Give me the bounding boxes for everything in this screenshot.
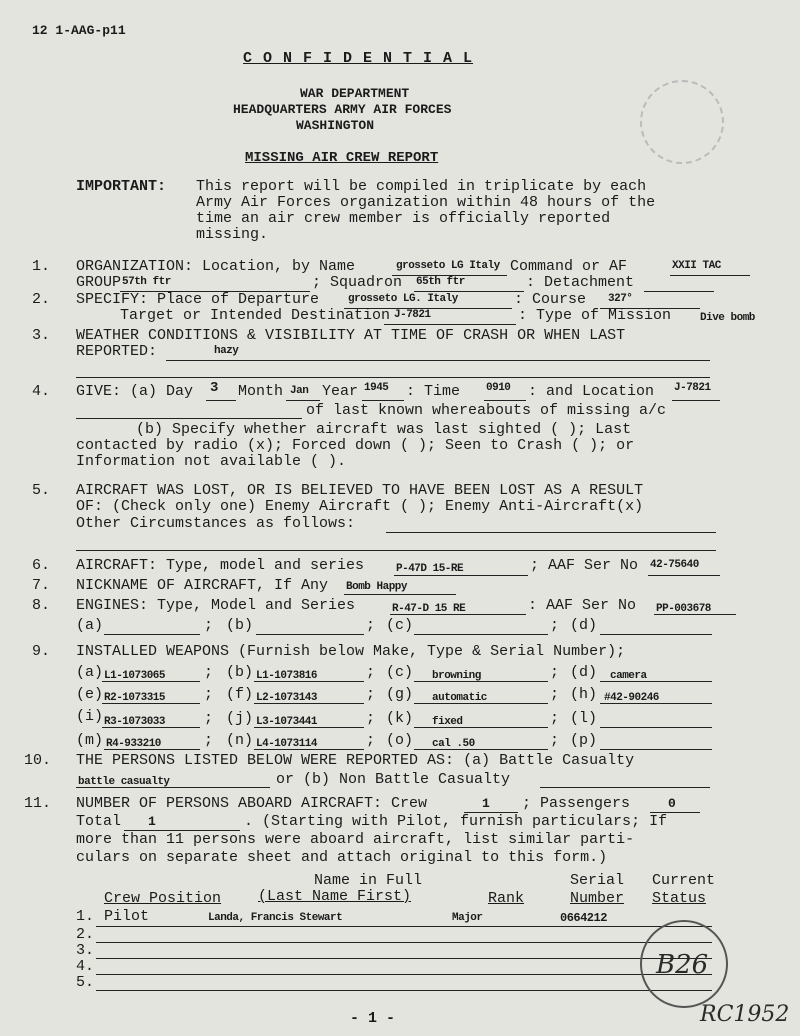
section-8-label: : AAF Ser No	[528, 597, 637, 614]
mission-value: Dive bomb	[700, 312, 755, 324]
engine-d-label: (d)	[570, 617, 598, 634]
weapon-value: automatic	[432, 692, 487, 704]
engine-b-label: (b)	[226, 617, 254, 634]
section-4-label: : Time	[406, 383, 461, 400]
crew-row-number: 5.	[76, 974, 95, 991]
weapon-label: (f)	[226, 686, 254, 703]
engine-serial-value: PP-003678	[656, 603, 711, 615]
section-4-label: : and Location	[528, 383, 655, 400]
section-number: 2.	[32, 291, 51, 308]
col-header-rank: Rank	[488, 890, 525, 907]
engine-type-value: R-47-D 15 RE	[392, 603, 466, 615]
weapon-value: cal .50	[432, 738, 475, 750]
year-value: 1945	[364, 382, 389, 394]
section-3-label: WEATHER CONDITIONS & VISIBILITY AT TIME OF CRASH OR WHEN LAST	[76, 327, 626, 344]
section-number: 3.	[32, 327, 51, 344]
section-7-label: NICKNAME OF AIRCRAFT, If Any	[76, 577, 329, 594]
section-4-label: contacted by radio (x); Forced down ( ); Seen to Crash ( ); or	[76, 437, 635, 454]
important-text: missing.	[196, 226, 269, 243]
section-10-label: THE PERSONS LISTED BELOW WERE REPORTED AS: (a) Battle Casualty	[76, 752, 635, 769]
section-2-label: : Type of Mission	[518, 307, 672, 324]
important-text: time an air crew member is officially reported	[196, 210, 611, 227]
important-label: IMPORTANT:	[76, 178, 167, 195]
weapon-value: camera	[610, 670, 647, 682]
weather-value: hazy	[214, 345, 239, 357]
section-9-label: INSTALLED WEAPONS (Furnish below Make, Type & Serial Number);	[76, 643, 626, 660]
section-3-label: REPORTED:	[76, 343, 158, 360]
page-title: MISSING AIR CREW REPORT	[245, 150, 439, 166]
section-5-label: OF: (Check only one) Enemy Aircraft ( ); Enemy Anti-Aircraft(x)	[76, 498, 644, 515]
section-number: 10.	[24, 752, 52, 769]
weapon-value: R4-933210	[106, 738, 161, 750]
col-header-name: (Last Name First)	[258, 888, 412, 905]
dept: WAR DEPARTMENT	[300, 86, 410, 101]
col-header-serial: Serial	[570, 872, 625, 889]
section-8-label: ENGINES: Type, Model and Series	[76, 597, 356, 614]
weapon-label: (l)	[570, 710, 598, 727]
handwritten-note: RC1952	[700, 1002, 790, 1027]
crew-serial: 0664212	[560, 911, 607, 925]
total-count: 1	[148, 814, 156, 829]
report-page: 12 1-AAG-p11 C O N F I D E N T I A L WAR DEPARTMENT HEADQUARTERS ARMY AIR FORCES WASHINGTON MISSING AIR CREW REPORT IMPORTANT: This report will be compiled in triplicate by each Army Air Forces organization within 48 hours of the time an air crew member is officially reported missing. 1. ORGANIZATION: Location, by Name grosseto LG Italy Command or AF XXII TAC GROUP 57th ftr ; Squadron 65th ftr : Detachment 2. SPECIFY: Place of Departure grosseto LG. Italy : Course 327° Target or Intended Destination J-7821 : Type of Mission Dive bomb 3. WEATHER CONDITIONS & VISIBILITY AT TIME OF CRASH OR WHEN LAST REPORTED: hazy 4. GIVE: (a) Day 3 Month Jan Year 1945 : Time 0910 : and Location J-7821 of last known whereabouts of missing a/c (b) Specify whether aircraft was last sighted ( ); Last contacted by radio (x); Forced down ( ); Seen to Crash ( ); or Information not available ( ). 5. AIRCRAFT WAS LOST, OR IS BELIEVED TO HAVE BEEN LOST AS A RESULT OF: (Check only one) Enemy Aircraft ( ); Enemy Anti-Aircraft(x) Other Circumstances as follows: 6. AIRCRAFT: Type, model and series P-47D 15-RE ; AAF Ser No 42-75640 7. NICKNAME OF AIRCRAFT, If Any Bomb Happy 8. ENGINES: Type, Model and Series R-47-D 15 RE : AAF Ser No PP-003678 (a) ; (b) ; (c) ; (d) 9. INSTALLED WEAPONS (Furnish below Make, Type & Serial Number); (a) L1-1073065 ; (b) L1-1073816 ; (c) browning ; (d) camera (e) R2-1073315 ; (f) L2-1073143 ; (g) automatic ; (h) #42-90246 (i) R3-1073033 ; (j) L3-1073441 ; (k) fixed ; (l) (m) R4-933210 ; (n) L4-1073114 ; (o) cal .50 ; (p) 10. THE PERSONS LISTED BELOW WERE REPORTED AS: (a) Battle Casualty battle casualty or (b) Non Battle Casualty 11. NUMBER OF PERSONS ABOARD AIRCRAFT: Crew 1 ; Passengers 0 Total 1 . (Starting with Pilot, furnish particulars; If more than 11 persons were aboard aircraft, list similar parti- culars on separate sheet and attach original to this form.) Name in Full Serial Current Crew Position (Last Name First) Rank Number Status 1. Pilot Landa, Francis Stewart Major 0664212 2. 3. 4. 5. B26 RC1952 - 1 -	[0, 0, 800, 1036]
location-value: grosseto LG Italy	[396, 260, 500, 272]
weapon-label: (j)	[226, 710, 254, 727]
section-4-label: of last known whereabouts of missing a/c	[306, 402, 667, 419]
col-header-status: Status	[652, 890, 707, 907]
section-5-label: AIRCRAFT WAS LOST, OR IS BELIEVED TO HAVE BEEN LOST AS A RESULT	[76, 482, 644, 499]
col-header-serial: Number	[570, 890, 625, 907]
section-4-label: Month	[238, 383, 284, 400]
weapon-value: R2-1073315	[104, 692, 166, 704]
course-value: 327°	[608, 293, 633, 305]
section-2-label: SPECIFY: Place of Departure	[76, 291, 320, 308]
weapon-label: (m)	[76, 732, 104, 749]
section-11-label: more than 11 persons were aboard aircraft, list similar parti-	[76, 831, 635, 848]
section-6-label: AIRCRAFT: Type, model and series	[76, 557, 365, 574]
section-11-label: NUMBER OF PERSONS ABOARD AIRCRAFT: Crew	[76, 795, 428, 812]
engine-c-label: (c)	[386, 617, 414, 634]
casualty-value: battle casualty	[78, 776, 170, 788]
section-11-label: . (Starting with Pilot, furnish particulars; If	[244, 813, 668, 830]
section-1-label: GROUP	[76, 274, 122, 291]
col-header-position: Crew Position	[104, 890, 222, 907]
stamp-text: B26	[656, 950, 709, 980]
hq: HEADQUARTERS ARMY AIR FORCES	[233, 102, 452, 117]
departure-value: grosseto LG. Italy	[348, 293, 458, 305]
crew-name: Landa, Francis Stewart	[208, 912, 343, 924]
section-number: 5.	[32, 482, 51, 499]
city: WASHINGTON	[296, 118, 375, 133]
weapon-label: (i)	[76, 708, 104, 725]
section-number: 8.	[32, 597, 51, 614]
section-1-label: : Detachment	[526, 274, 635, 291]
section-4-label: Information not available ( ).	[76, 453, 347, 470]
section-1-label: Command or AF	[510, 258, 628, 275]
weapon-value: L1-1073065	[104, 670, 166, 682]
crew-row-number: 4.	[76, 958, 95, 975]
weapon-label: (k)	[386, 710, 414, 727]
section-6-label: ; AAF Ser No	[530, 557, 639, 574]
time-value: 0910	[486, 382, 511, 394]
section-4-label: (b) Specify whether aircraft was last sighted ( ); Last	[136, 421, 632, 438]
section-number: 4.	[32, 383, 51, 400]
important-text: Army Air Forces organization within 48 hours of the	[196, 194, 656, 211]
weapon-label: (p)	[570, 732, 598, 749]
section-2-label: Target or Intended Destination	[120, 307, 391, 324]
weapon-label: (c)	[386, 664, 414, 681]
weapon-label: (d)	[570, 664, 598, 681]
section-number: 6.	[32, 557, 51, 574]
crew-row-number: 2.	[76, 926, 95, 943]
crew-row-number: 3.	[76, 942, 95, 959]
section-11-label: Total	[76, 813, 122, 830]
weapon-value: fixed	[432, 716, 463, 728]
weapon-label: (h)	[570, 686, 598, 703]
weapon-label: (b)	[226, 664, 254, 681]
crew-row-number: 1.	[76, 908, 95, 925]
important-text: This report will be compiled in triplicate by each	[196, 178, 647, 195]
section-1-label: ORGANIZATION: Location, by Name	[76, 258, 356, 275]
weapon-value: #42-90246	[604, 692, 659, 704]
section-11-label: ; Passengers	[522, 795, 631, 812]
group-value: 57th ftr	[122, 276, 171, 288]
aircraft-type-value: P-47D 15-RE	[396, 563, 464, 575]
section-number: 11.	[24, 795, 52, 812]
received-stamp	[640, 80, 724, 164]
weapon-value: L1-1073816	[256, 670, 318, 682]
squadron-value: 65th ftr	[416, 276, 465, 288]
section-number: 1.	[32, 258, 51, 275]
classification: C O N F I D E N T I A L	[243, 50, 474, 67]
crew-rank: Major	[452, 912, 483, 924]
weapon-value: L2-1073143	[256, 692, 318, 704]
month-value: Jan	[290, 385, 309, 397]
section-1-label: ; Squadron	[312, 274, 403, 291]
weapon-value: L4-1073114	[256, 738, 318, 750]
section-number: 7.	[32, 577, 51, 594]
target-value: J-7821	[394, 309, 431, 321]
passenger-count: 0	[668, 796, 676, 811]
weapon-value: browning	[432, 670, 481, 682]
section-5-label: Other Circumstances as follows:	[76, 515, 356, 532]
col-header-name: Name in Full	[314, 872, 423, 889]
weapon-label: (e)	[76, 686, 104, 703]
section-4-label: GIVE: (a) Day	[76, 383, 194, 400]
aircraft-serial-value: 42-75640	[650, 559, 699, 571]
engine-a-label: (a)	[76, 617, 104, 634]
col-header-status: Current	[652, 872, 716, 889]
day-value: 3	[210, 380, 218, 396]
crew-position: Pilot	[104, 908, 150, 925]
command-value: XXII TAC	[672, 260, 721, 272]
crew-count: 1	[482, 796, 490, 811]
file-reference: 12 1-AAG-p11	[32, 23, 126, 38]
page-number: - 1 -	[350, 1010, 396, 1027]
section-4-label: Year	[322, 383, 359, 400]
weapon-label: (g)	[386, 686, 414, 703]
location-coord-value: J-7821	[674, 382, 711, 394]
section-2-label: : Course	[514, 291, 587, 308]
weapon-label: (a)	[76, 664, 104, 681]
weapon-label: (n)	[226, 732, 254, 749]
nickname-value: Bomb Happy	[346, 581, 408, 593]
section-11-label: culars on separate sheet and attach original to this form.)	[76, 849, 608, 866]
weapon-value: R3-1073033	[104, 716, 166, 728]
section-10-label: or (b) Non Battle Casualty	[276, 771, 511, 788]
weapon-label: (o)	[386, 732, 414, 749]
weapon-value: L3-1073441	[256, 716, 318, 728]
section-number: 9.	[32, 643, 51, 660]
